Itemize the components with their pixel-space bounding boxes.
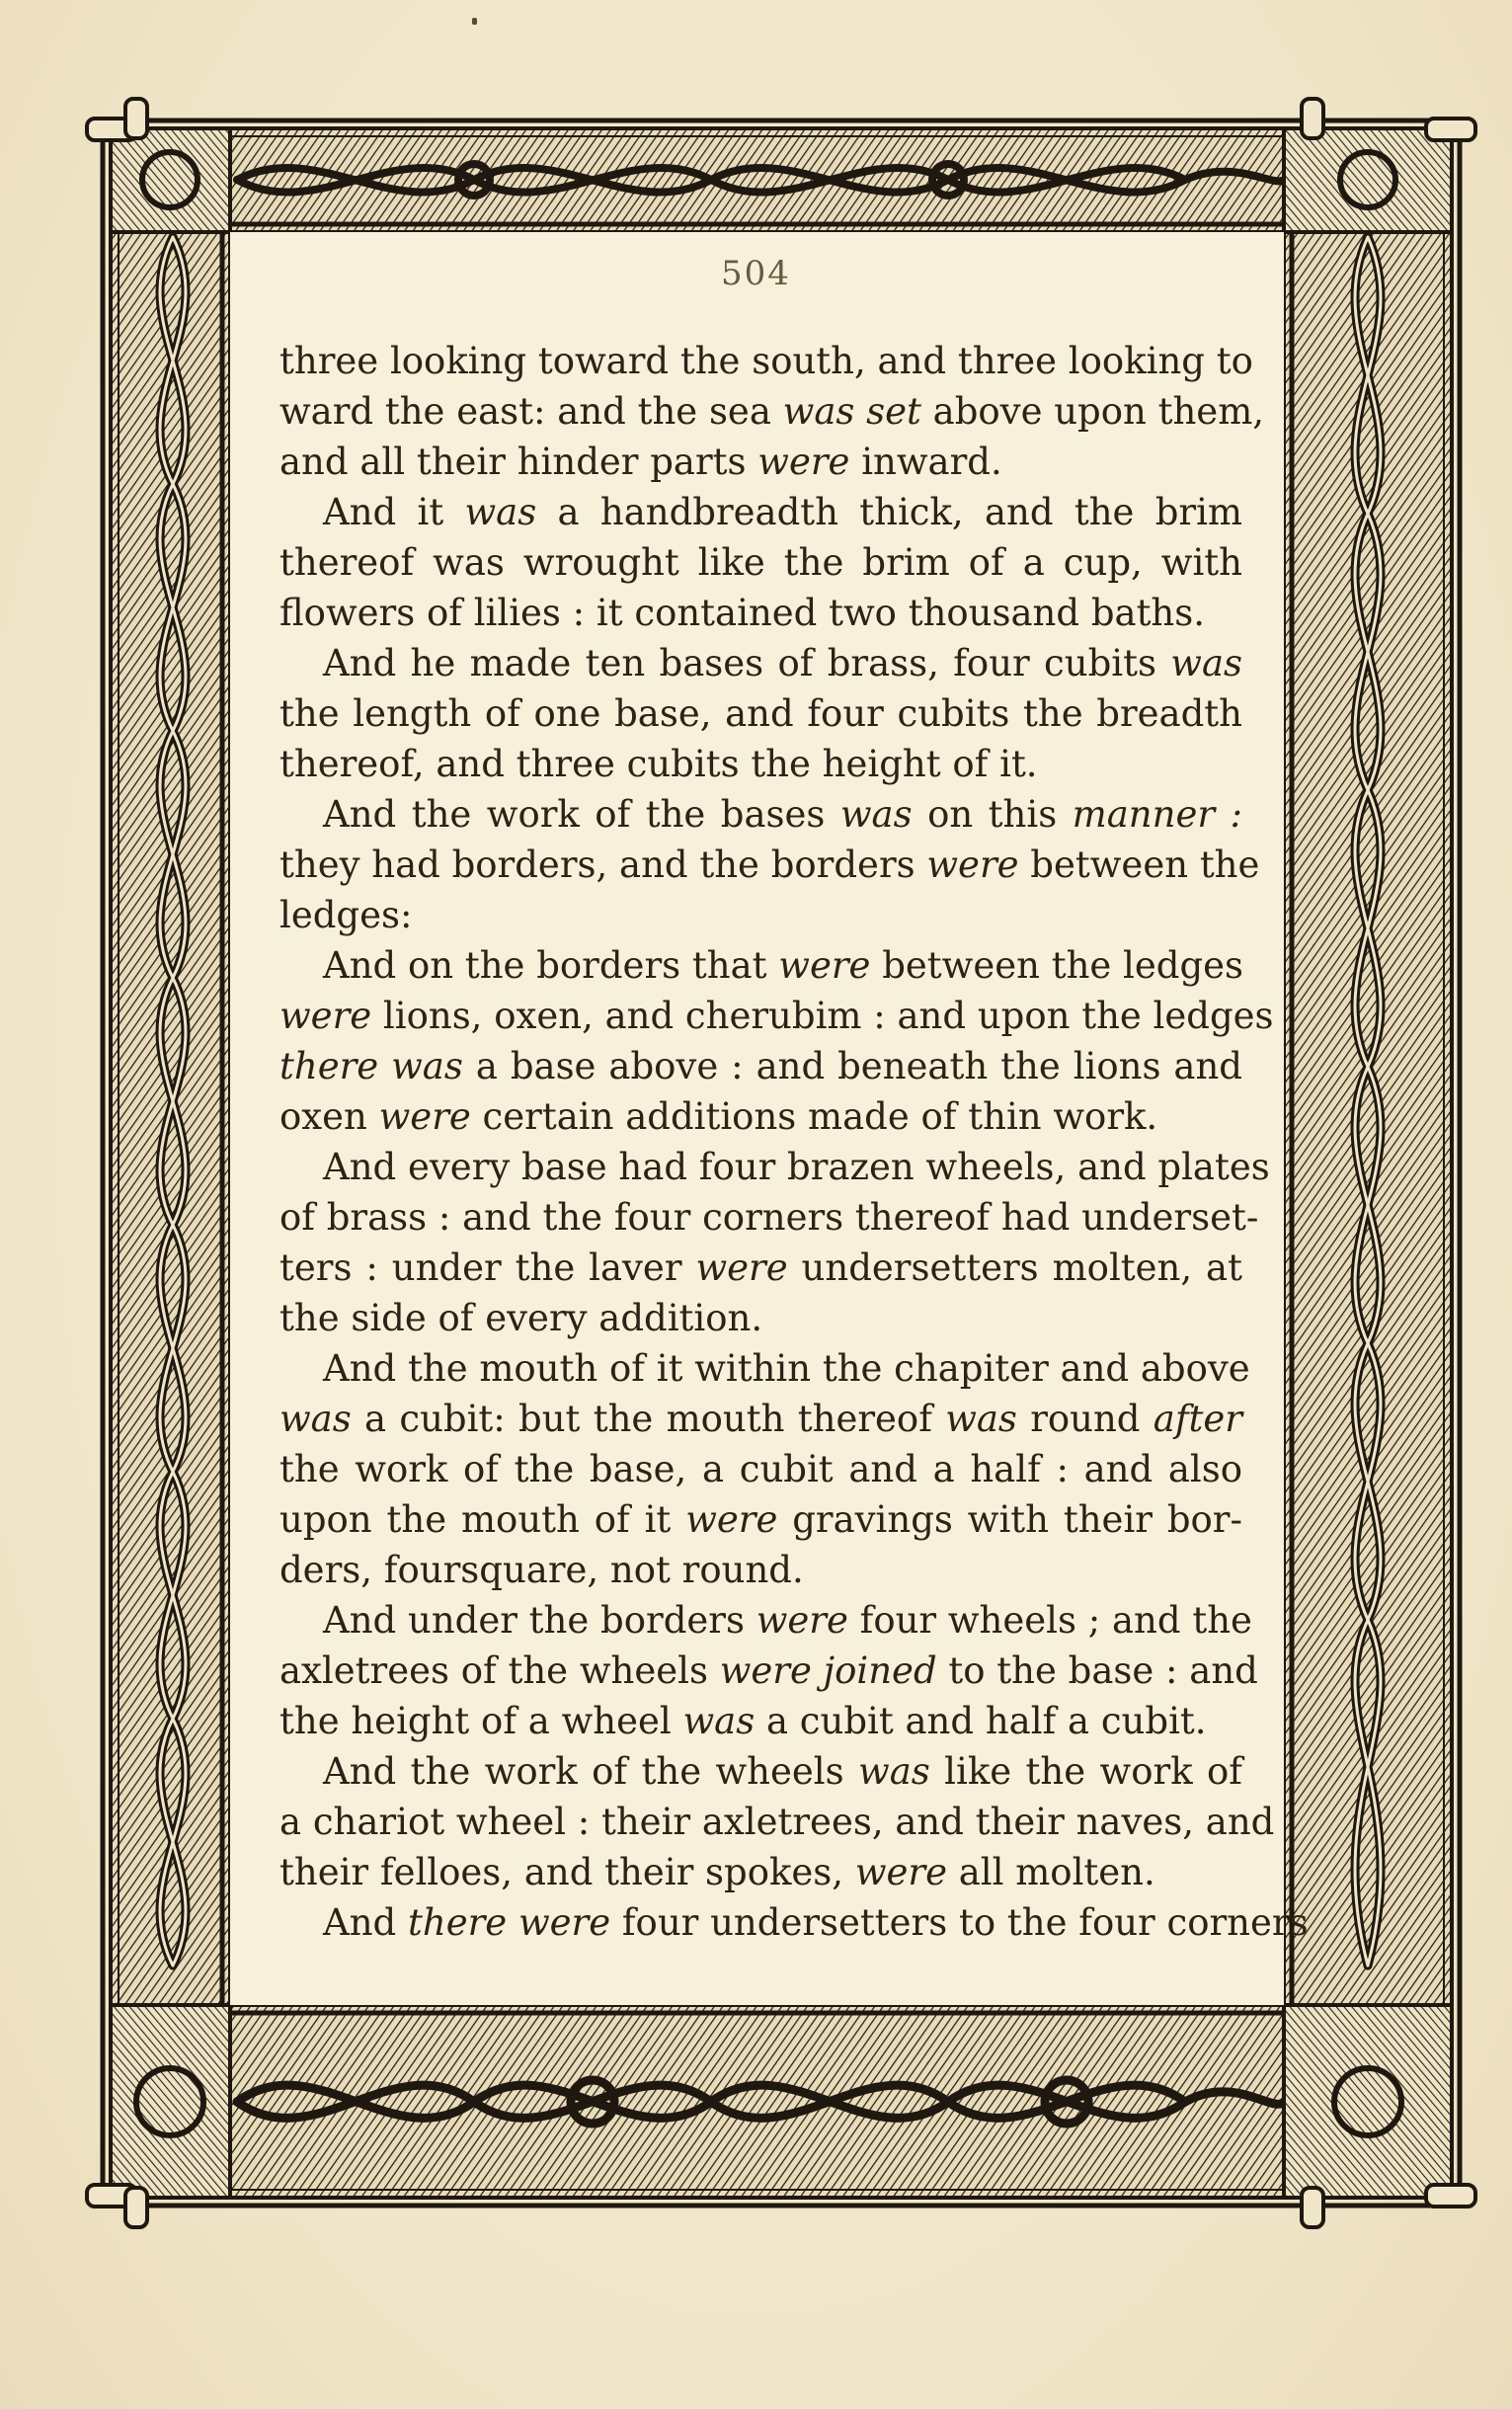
- italic-word: were: [279, 995, 372, 1037]
- text-line: [279, 991, 1274, 1041]
- text-run: And on the borders that: [323, 944, 779, 987]
- text-run: a base above : and beneath the lions and: [462, 1045, 1242, 1087]
- text-run: four undersetters to the four corners: [610, 1901, 1309, 1944]
- text-run: ters : under the laver: [279, 1246, 696, 1289]
- italic-word: was: [858, 1750, 930, 1793]
- text-line: [279, 1142, 1270, 1192]
- text-run: between the: [1018, 843, 1260, 886]
- italic-word: were: [695, 1246, 788, 1289]
- text-run: a handbreadth thick, and the brim: [536, 491, 1242, 533]
- italic-word: were: [854, 1851, 947, 1893]
- text-line: [279, 1192, 1259, 1243]
- text-run: like the work of: [929, 1750, 1242, 1793]
- text-line: [279, 437, 1242, 487]
- text-run: a chariot wheel : their axletrees, and their naves, and: [279, 1801, 1275, 1843]
- text-line: [279, 1091, 1242, 1142]
- text-run: the height of a wheel: [279, 1700, 683, 1742]
- text-line: [279, 1696, 1242, 1746]
- text-run: their felloes, and their spokes,: [279, 1851, 855, 1893]
- text-line: [279, 1646, 1258, 1696]
- text-run: a cubit: but the mouth thereof: [351, 1398, 946, 1440]
- text-run: four wheels ; and the: [847, 1599, 1252, 1642]
- text-run: the work of the base, a cubit and a half : and also: [279, 1448, 1242, 1490]
- text-line: [279, 940, 1242, 991]
- italic-word: was: [464, 491, 537, 533]
- text-run: oxen: [279, 1095, 379, 1138]
- text-line: [279, 386, 1265, 437]
- text-run: And under the borders: [323, 1599, 756, 1642]
- text-run: thereof, and three cubits the height of it.: [279, 743, 1038, 785]
- text-line: [279, 688, 1242, 739]
- text-line: [279, 739, 1242, 789]
- text-line: [279, 1243, 1242, 1293]
- text-line: [279, 537, 1242, 588]
- text-line: [279, 1545, 1242, 1595]
- text-line: [279, 840, 1260, 890]
- text-run: between the ledges: [870, 944, 1244, 987]
- text-line: [279, 1293, 1242, 1343]
- text-run: ward the east: and the sea: [279, 390, 783, 433]
- text-run: And it: [323, 491, 465, 533]
- text-run: And the work of the bases: [323, 793, 840, 836]
- text-run: flowers of lilies : it contained two thousand baths.: [279, 592, 1206, 634]
- scripture-text: [279, 336, 1309, 1948]
- text-run: to the base : and: [936, 1649, 1258, 1692]
- text-run: they had borders, and the borders: [279, 843, 927, 886]
- text-run: And the work of the wheels: [323, 1750, 859, 1793]
- text-run: a cubit and half a cubit.: [755, 1700, 1207, 1742]
- italic-word: were: [926, 843, 1019, 886]
- text-run: undersetters molten, at: [787, 1246, 1242, 1289]
- text-run: lions, oxen, and cherubim : and upon the ledges: [371, 995, 1274, 1037]
- italic-word: was: [682, 1700, 756, 1742]
- text-line: [279, 789, 1242, 840]
- text-line: [279, 1041, 1242, 1091]
- text-run: And: [323, 1901, 408, 1944]
- text-run: three looking toward the south, and three looking to: [279, 340, 1253, 382]
- italic-word: were: [378, 1095, 471, 1138]
- italic-word: were: [685, 1498, 778, 1541]
- italic-word: were: [778, 944, 871, 987]
- text-line: [279, 1595, 1252, 1646]
- text-line: [279, 336, 1253, 386]
- text-run: on this: [912, 793, 1073, 836]
- text-run: gravings with their bor-: [777, 1498, 1242, 1541]
- page-number: 504: [721, 254, 791, 293]
- text-line: [279, 1847, 1242, 1897]
- italic-word: were: [757, 441, 850, 483]
- text-line: [279, 1444, 1242, 1494]
- italic-word: manner :: [1072, 793, 1242, 836]
- text-run: the side of every addition.: [279, 1297, 763, 1339]
- text-line: [279, 1797, 1275, 1847]
- text-line: [279, 588, 1242, 638]
- italic-word: was: [839, 793, 913, 836]
- text-line: [279, 1343, 1250, 1394]
- italic-word: was: [1170, 642, 1242, 684]
- text-run: of brass : and the four corners thereof had underset-: [279, 1196, 1259, 1239]
- italic-word: there were: [408, 1901, 611, 1944]
- text-run: axletrees of the wheels: [279, 1649, 720, 1692]
- text-run: ders, foursquare, not round.: [279, 1549, 804, 1591]
- text-run: upon the mouth of it: [279, 1498, 686, 1541]
- text-line: [279, 638, 1242, 688]
- italic-word: was: [945, 1398, 1017, 1440]
- text-run: And every base had four brazen wheels, and plates: [323, 1146, 1270, 1188]
- text-run: inward.: [849, 441, 1002, 483]
- text-run: and all their hinder parts: [279, 441, 758, 483]
- text-run: And he made ten bases of brass, four cubits: [323, 642, 1171, 684]
- text-line: [279, 1494, 1242, 1545]
- italic-word: was: [279, 1398, 352, 1440]
- text-line: [279, 487, 1242, 537]
- text-run: certain additions made of thin work.: [470, 1095, 1158, 1138]
- italic-word: was set: [782, 390, 921, 433]
- italic-word: there was: [279, 1045, 463, 1087]
- text-line: [279, 890, 1242, 940]
- text-run: ledges:: [279, 894, 413, 936]
- text-run: the length of one base, and four cubits the breadth: [279, 692, 1242, 735]
- text-run: round: [1016, 1398, 1154, 1440]
- italic-word: after: [1153, 1398, 1242, 1440]
- text-line: [279, 1746, 1242, 1797]
- text-run: all molten.: [946, 1851, 1155, 1893]
- text-run: And the mouth of it within the chapiter and above: [323, 1347, 1250, 1390]
- text-line: [279, 1897, 1309, 1948]
- italic-word: were: [756, 1599, 848, 1642]
- italic-word: were joined: [719, 1649, 937, 1692]
- text-run: above upon them,: [920, 390, 1265, 433]
- text-run: thereof was wrought like the brim of a cup, with: [279, 541, 1242, 584]
- text-line: [279, 1394, 1242, 1444]
